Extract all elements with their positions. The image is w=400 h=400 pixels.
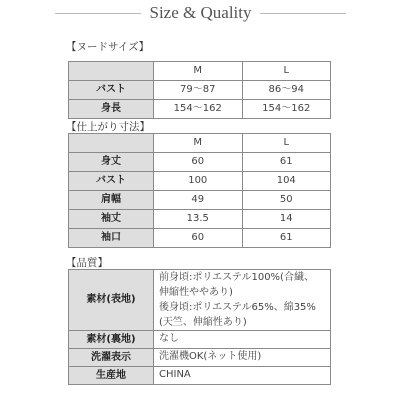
table-row bbox=[69, 172, 331, 191]
row-header: 素材(表地) bbox=[69, 270, 154, 331]
row-header: 身丈 bbox=[69, 153, 154, 172]
row-header: 洗濯表示 bbox=[69, 349, 154, 367]
table-row bbox=[69, 367, 331, 385]
row-header: 生産地 bbox=[69, 367, 154, 385]
table-row bbox=[69, 349, 331, 367]
table-cell: 60 bbox=[154, 229, 243, 248]
row-header: バスト bbox=[69, 172, 154, 191]
title-divider-left bbox=[55, 13, 141, 14]
text-line: (天竺、伸縮性あり) bbox=[159, 317, 247, 328]
table-row bbox=[69, 153, 331, 172]
row-header: 袖丈 bbox=[69, 210, 154, 229]
table-cell: 154〜162 bbox=[154, 100, 243, 119]
table-cell: 61 bbox=[242, 153, 331, 172]
text-line: 後身頃:ポリエステル65%、綿35% bbox=[159, 302, 316, 313]
table-cell: 49 bbox=[154, 191, 243, 210]
table-cell: 60 bbox=[154, 153, 243, 172]
table-row bbox=[69, 210, 331, 229]
table-corner-cell bbox=[69, 62, 154, 81]
table-cell: 154〜162 bbox=[242, 100, 331, 119]
page-title: Size & Quality bbox=[149, 3, 252, 22]
column-header-m: M bbox=[154, 134, 243, 153]
title-divider-right bbox=[260, 13, 346, 14]
table-cell: 14 bbox=[242, 210, 331, 229]
table-cell: 100 bbox=[154, 172, 243, 191]
row-header: バスト bbox=[69, 81, 154, 100]
table-cell: 79〜87 bbox=[154, 81, 243, 100]
text-line: 伸縮性ややあり) bbox=[159, 287, 233, 298]
row-header: 肩幅 bbox=[69, 191, 154, 210]
table-row bbox=[69, 81, 331, 100]
table-header-row bbox=[69, 134, 331, 153]
page-header bbox=[0, 2, 400, 24]
table-cell: 13.5 bbox=[154, 210, 243, 229]
text-line: 前身頃:ポリエステル100%(合繊、 bbox=[159, 272, 314, 283]
table-cell: 61 bbox=[242, 229, 331, 248]
row-header: 身長 bbox=[69, 100, 154, 119]
column-header-l: L bbox=[242, 134, 331, 153]
table-cell: 104 bbox=[242, 172, 331, 191]
table-corner-cell bbox=[69, 134, 154, 153]
table-cell: CHINA bbox=[154, 367, 331, 385]
table-header-row bbox=[69, 62, 331, 81]
column-header-m: M bbox=[154, 62, 243, 81]
table-cell: 50 bbox=[242, 191, 331, 210]
quality-table bbox=[68, 269, 331, 385]
nude-size-section-label: 【ヌードサイズ】 bbox=[66, 41, 150, 53]
table-cell: 86〜94 bbox=[242, 81, 331, 100]
nude-size-table bbox=[68, 61, 331, 119]
column-header-l: L bbox=[242, 62, 331, 81]
row-header: 袖口 bbox=[69, 229, 154, 248]
material-outer-cell bbox=[154, 270, 331, 331]
table-cell: 洗濯機OK(ネット使用) bbox=[154, 349, 331, 367]
table-row bbox=[69, 191, 331, 210]
table-cell: なし bbox=[154, 331, 331, 349]
row-header: 素材(裏地) bbox=[69, 331, 154, 349]
table-row bbox=[69, 229, 331, 248]
table-row bbox=[69, 270, 331, 331]
table-row bbox=[69, 100, 331, 119]
table-row bbox=[69, 331, 331, 349]
finished-size-section-label: 【仕上がり寸法】 bbox=[66, 121, 150, 133]
quality-section-label: 【品質】 bbox=[66, 257, 108, 269]
finished-size-table bbox=[68, 133, 331, 248]
